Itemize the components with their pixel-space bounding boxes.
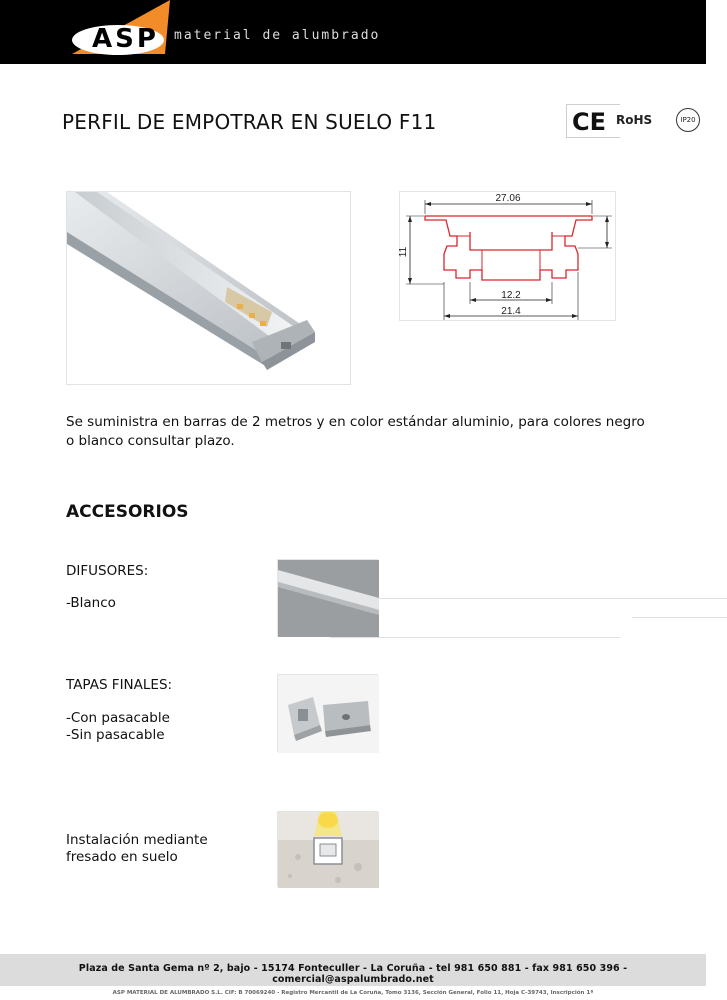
tapas-item-con-pasacable: -Con pasacable — [66, 710, 170, 726]
installation-diagram — [278, 812, 379, 888]
product-description: Se suministra en barras de 2 metros y en color estándar aluminio, para colores negro o blanco consultar plazo. — [66, 414, 645, 449]
profile-render-image — [67, 192, 352, 386]
instalacion-line-1: Instalación mediante — [66, 832, 208, 848]
footer-legal: ASP MATERIAL DE ALUMBRADO S.L. CIF: B 70069240 - Registro Mercantil de La Coruña, Tomo 3136, Sección General, Folio 11, Hoja C-39743, Inscripción 1ª — [112, 990, 594, 996]
ip-rating-badge: IP20 — [676, 108, 700, 132]
instalacion-line-2: fresado en suelo — [66, 849, 178, 865]
end-caps-photo — [278, 675, 379, 753]
dim-width-top: 27.06 — [495, 193, 521, 204]
tapas-item-sin-pasacable: -Sin pasacable — [66, 727, 165, 743]
dim-height: 11 — [398, 246, 409, 258]
ce-mark: CE — [572, 108, 607, 136]
technical-drawing — [399, 191, 616, 321]
certification-marks — [566, 104, 704, 138]
difusores-item: -Blanco — [66, 595, 116, 611]
tagline: material de alumbrado — [174, 28, 381, 43]
end-caps-image — [277, 674, 378, 752]
footer-bar — [0, 954, 706, 986]
dim-width-bottom: 21.4 — [501, 306, 521, 317]
installation-image — [277, 811, 378, 887]
logo: ASP — [92, 24, 159, 54]
accessories-heading: ACCESORIOS — [66, 502, 189, 522]
header-bar — [0, 0, 706, 64]
rohs-mark: RoHS — [616, 113, 653, 127]
product-photo — [66, 191, 351, 385]
tapas-label: TAPAS FINALES: — [66, 677, 173, 693]
profile-cross-section — [400, 192, 617, 322]
footer-contact: Plaza de Santa Gema nº 2, bajo - 15174 Fonteculler - La Coruña - tel 981 650 881 - fax 981 650 396 - comercial@aspalumbrado.net — [78, 963, 628, 985]
diffuser-strip-image — [278, 560, 379, 637]
page-title: PERFIL DE EMPOTRAR EN SUELO F11 — [62, 110, 437, 134]
dim-width-inner: 12.2 — [501, 290, 521, 301]
diffuser-image — [277, 559, 378, 636]
divider-line — [379, 598, 727, 599]
divider-line — [330, 637, 620, 638]
difusores-label: DIFUSORES: — [66, 563, 149, 579]
divider-line — [632, 617, 727, 618]
